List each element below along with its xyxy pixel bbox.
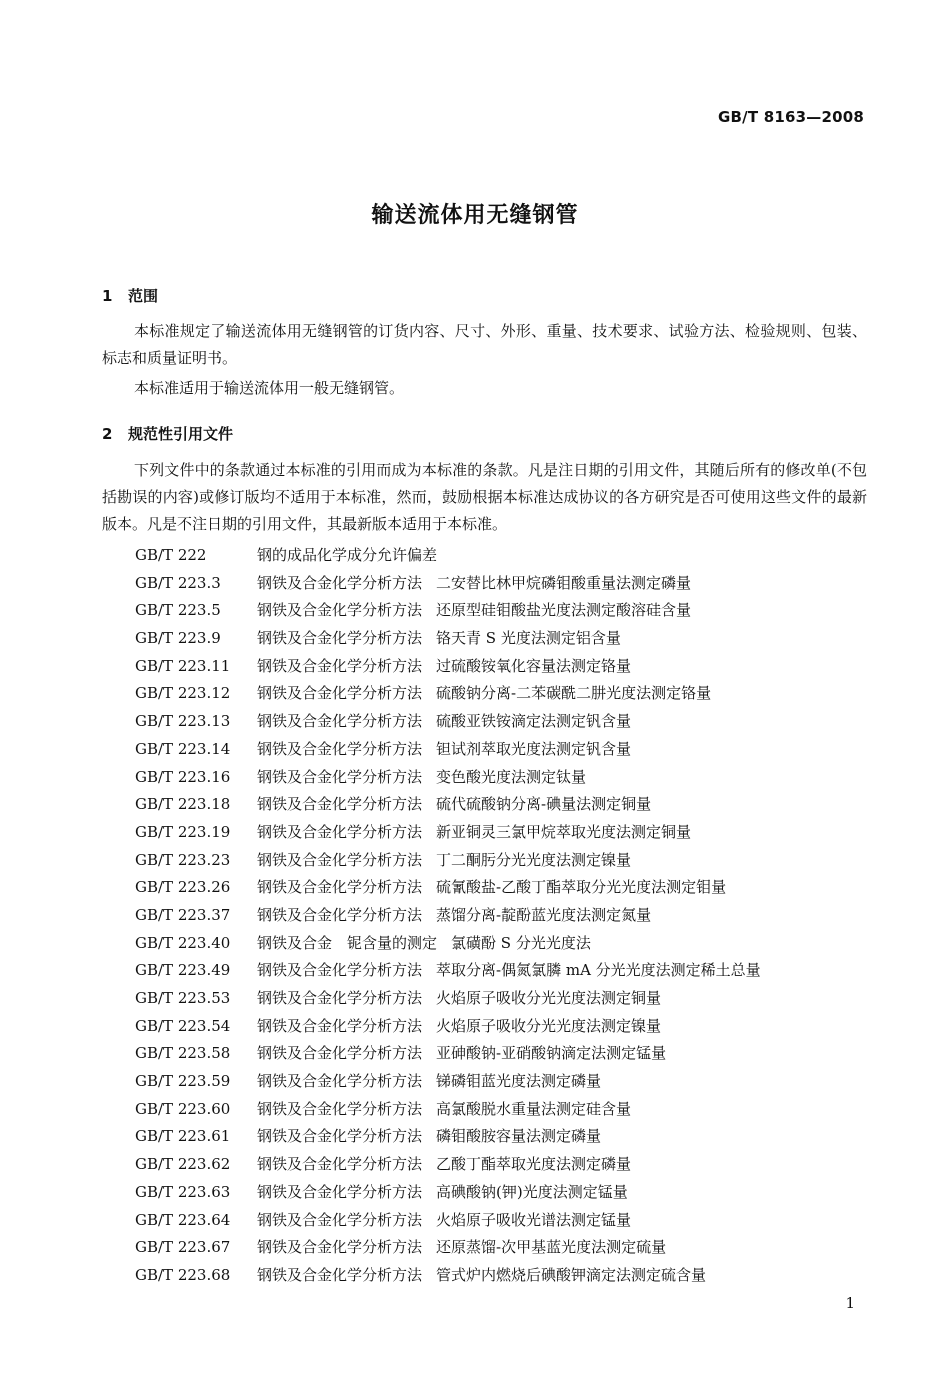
reference-method: 高碘酸钠(钾)光度法测定锰量: [436, 1182, 628, 1201]
reference-item: [135, 985, 761, 1013]
reference-code: GB/T 223.19: [135, 822, 231, 841]
reference-title: 钢铁及合金化学分析方法: [257, 1072, 423, 1091]
reference-item: [135, 1013, 761, 1041]
reference-list: [135, 542, 761, 1290]
reference-title: 钢铁及合金化学分析方法: [257, 1044, 423, 1063]
reference-item: [135, 930, 761, 958]
reference-method: 新亚铜灵三氯甲烷萃取光度法测定铜量: [436, 822, 692, 841]
reference-title: 钢铁及合金化学分析方法: [257, 905, 423, 924]
reference-item: [135, 1123, 761, 1151]
reference-code: GB/T 223.9: [135, 629, 221, 648]
reference-title: 钢铁及合金化学分析方法: [257, 1099, 423, 1118]
scope-paragraph-2: 本标准适用于输送流体用一般无缝钢管。: [134, 379, 405, 397]
reference-method: 火焰原子吸收分光光度法测定铜量: [436, 989, 662, 1007]
reference-method: 亚砷酸钠-亚硝酸钠滴定法测定锰量: [436, 1044, 667, 1063]
reference-item: [135, 847, 761, 875]
reference-title: 钢铁及合金化学分析方法: [257, 739, 423, 758]
reference-item: [135, 1096, 761, 1124]
reference-title: 钢铁及合金化学分析方法: [257, 850, 423, 869]
reference-title: 钢铁及合金化学分析方法: [257, 629, 423, 648]
reference-title: 钢的成品化学成分允许偏差: [257, 546, 438, 564]
reference-code: GB/T 223.62: [135, 1155, 231, 1174]
references-intro-paragraph: 下列文件中的条款通过本标准的引用而成为本标准的条款。凡是注日期的引用文件，其随后所有的修改单(不包括勘误的内容)或修订版均不适用于本标准，然而，鼓励根据本标准达成协议的各方研究是否可使用这些文件的最新版本。凡是不注日期的引用文件，其最新版本适用于本标准。: [102, 461, 867, 533]
reference-title: 钢铁及合金化学分析方法: [257, 1182, 423, 1201]
reference-code: GB/T 223.18: [135, 795, 231, 814]
reference-title: 钢铁及合金化学分析方法: [257, 1127, 423, 1146]
reference-code: GB/T 223.40: [135, 933, 231, 952]
reference-code: GB/T 223.67: [135, 1238, 231, 1257]
reference-title: 钢铁及合金化学分析方法: [257, 712, 423, 731]
reference-item: [135, 957, 761, 985]
reference-item: [135, 1207, 761, 1235]
reference-code: GB/T 223.58: [135, 1044, 231, 1063]
reference-method: 硫代硫酸钠分离-碘量法测定铜量: [436, 795, 652, 814]
section-title: 范围: [128, 287, 159, 305]
reference-code: GB/T 223.12: [135, 684, 231, 703]
reference-code: GB/T 223.13: [135, 712, 231, 731]
reference-method: 二安替比林甲烷磷钼酸重量法测定磷量: [436, 573, 692, 592]
reference-code: GB/T 223.68: [135, 1265, 231, 1284]
reference-method: 还原型硅钼酸盐光度法测定酸溶硅含量: [436, 601, 692, 620]
reference-item: [135, 819, 761, 847]
reference-method: 高氯酸脱水重量法测定硅含量: [436, 1099, 632, 1118]
document-title: 输送流体用无缝钢管: [371, 203, 579, 228]
reference-title: 钢铁及合金化学分析方法: [257, 1155, 423, 1174]
reference-method: 丁二酮肟分光光度法测定镍量: [436, 850, 632, 869]
reference-code: GB/T 223.59: [135, 1072, 231, 1091]
section-number: 1: [102, 287, 113, 305]
reference-method: 锑磷钼蓝光度法测定磷量: [436, 1072, 602, 1091]
reference-item: [135, 708, 761, 736]
reference-code: GB/T 223.14: [135, 739, 231, 758]
reference-item: [135, 1234, 761, 1262]
reference-item: [135, 1262, 761, 1290]
reference-code: GB/T 223.63: [135, 1182, 231, 1201]
reference-title: 钢铁及合金化学分析方法: [257, 961, 423, 980]
section-heading-scope: [102, 285, 158, 306]
reference-title: 钢铁及合金化学分析方法: [257, 822, 423, 841]
reference-title: 钢铁及合金化学分析方法: [257, 1016, 423, 1035]
reference-code: GB/T 223.5: [135, 601, 221, 620]
reference-code: GB/T 223.61: [135, 1127, 231, 1146]
reference-title: 钢铁及合金化学分析方法: [257, 601, 423, 620]
reference-item: [135, 1151, 761, 1179]
reference-item: [135, 597, 761, 625]
reference-title: 钢铁及合金化学分析方法: [257, 1265, 423, 1284]
reference-method: 乙酸丁酯萃取光度法测定磷量: [436, 1155, 632, 1174]
reference-title: 钢铁及合金化学分析方法: [257, 684, 423, 703]
reference-method: 硫酸钠分离-二苯碳酰二肼光度法测定铬量: [436, 684, 712, 703]
reference-item: [135, 1040, 761, 1068]
reference-method: 硫氰酸盐-乙酸丁酯萃取分光光度法测定钼量: [436, 878, 727, 897]
scope-paragraph-1: 本标准规定了输送流体用无缝钢管的订货内容、尺寸、外形、重量、技术要求、试验方法、检验规则、包装、标志和质量证明书。: [102, 322, 867, 367]
reference-code: GB/T 223.3: [135, 573, 221, 592]
reference-code: GB/T 223.54: [135, 1016, 231, 1035]
reference-title: 钢铁及合金化学分析方法: [257, 767, 423, 786]
reference-title: 钢铁及合金化学分析方法: [257, 989, 423, 1007]
reference-method: 还原蒸馏-次甲基蓝光度法测定硫量: [436, 1238, 667, 1257]
reference-item: [135, 874, 761, 902]
section-title: 规范性引用文件: [128, 425, 234, 443]
reference-item: [135, 625, 761, 653]
reference-code: GB/T 223.37: [135, 905, 231, 924]
reference-method: 过硫酸铵氧化容量法测定铬量: [436, 656, 632, 675]
reference-method: 火焰原子吸收分光光度法测定镍量: [436, 1016, 662, 1035]
reference-item: [135, 791, 761, 819]
section-number: 2: [102, 425, 113, 443]
reference-method: 氯磺酚 S 分光光度法: [451, 933, 591, 952]
reference-item: [135, 736, 761, 764]
reference-code: GB/T 223.16: [135, 767, 231, 786]
reference-title: 钢铁及合金化学分析方法: [257, 573, 423, 592]
reference-code: GB/T 222: [135, 546, 207, 564]
reference-method: 钽试剂萃取光度法测定钒含量: [436, 739, 632, 758]
reference-code: GB/T 223.60: [135, 1099, 231, 1118]
reference-title: 钢铁及合金 铌含量的测定: [257, 933, 438, 952]
reference-item: [135, 764, 761, 792]
standard-number: GB/T 8163—2008: [718, 108, 864, 126]
reference-code: GB/T 223.26: [135, 878, 231, 897]
reference-title: 钢铁及合金化学分析方法: [257, 1238, 423, 1257]
reference-item: [135, 902, 761, 930]
reference-method: 磷钼酸胺容量法测定磷量: [436, 1127, 602, 1146]
section-heading-normative-references: [102, 423, 233, 444]
reference-method: 变色酸光度法测定钛量: [436, 767, 587, 786]
reference-item: [135, 1179, 761, 1207]
reference-title: 钢铁及合金化学分析方法: [257, 878, 423, 897]
reference-item: [135, 1068, 761, 1096]
reference-item: [135, 570, 761, 598]
reference-method: 铬天青 S 光度法测定铝含量: [436, 629, 621, 648]
reference-code: GB/T 223.53: [135, 989, 231, 1007]
reference-item: [135, 542, 761, 570]
reference-item: [135, 680, 761, 708]
reference-code: GB/T 223.64: [135, 1210, 231, 1229]
reference-title: 钢铁及合金化学分析方法: [257, 656, 423, 675]
reference-code: GB/T 223.11: [135, 656, 231, 675]
reference-code: GB/T 223.49: [135, 961, 231, 980]
reference-title: 钢铁及合金化学分析方法: [257, 795, 423, 814]
reference-method: 火焰原子吸收光谱法测定锰量: [436, 1210, 632, 1229]
reference-method: 蒸馏分离-靛酚蓝光度法测定氮量: [436, 905, 652, 924]
reference-code: GB/T 223.23: [135, 850, 231, 869]
reference-method: 管式炉内燃烧后碘酸钾滴定法测定硫含量: [436, 1265, 707, 1284]
reference-title: 钢铁及合金化学分析方法: [257, 1210, 423, 1229]
reference-item: [135, 653, 761, 681]
page-number: 1: [845, 1294, 855, 1312]
reference-method: 萃取分离-偶氮氯膦 mA 分光光度法测定稀土总量: [436, 961, 761, 980]
reference-method: 硫酸亚铁铵滴定法测定钒含量: [436, 712, 632, 731]
